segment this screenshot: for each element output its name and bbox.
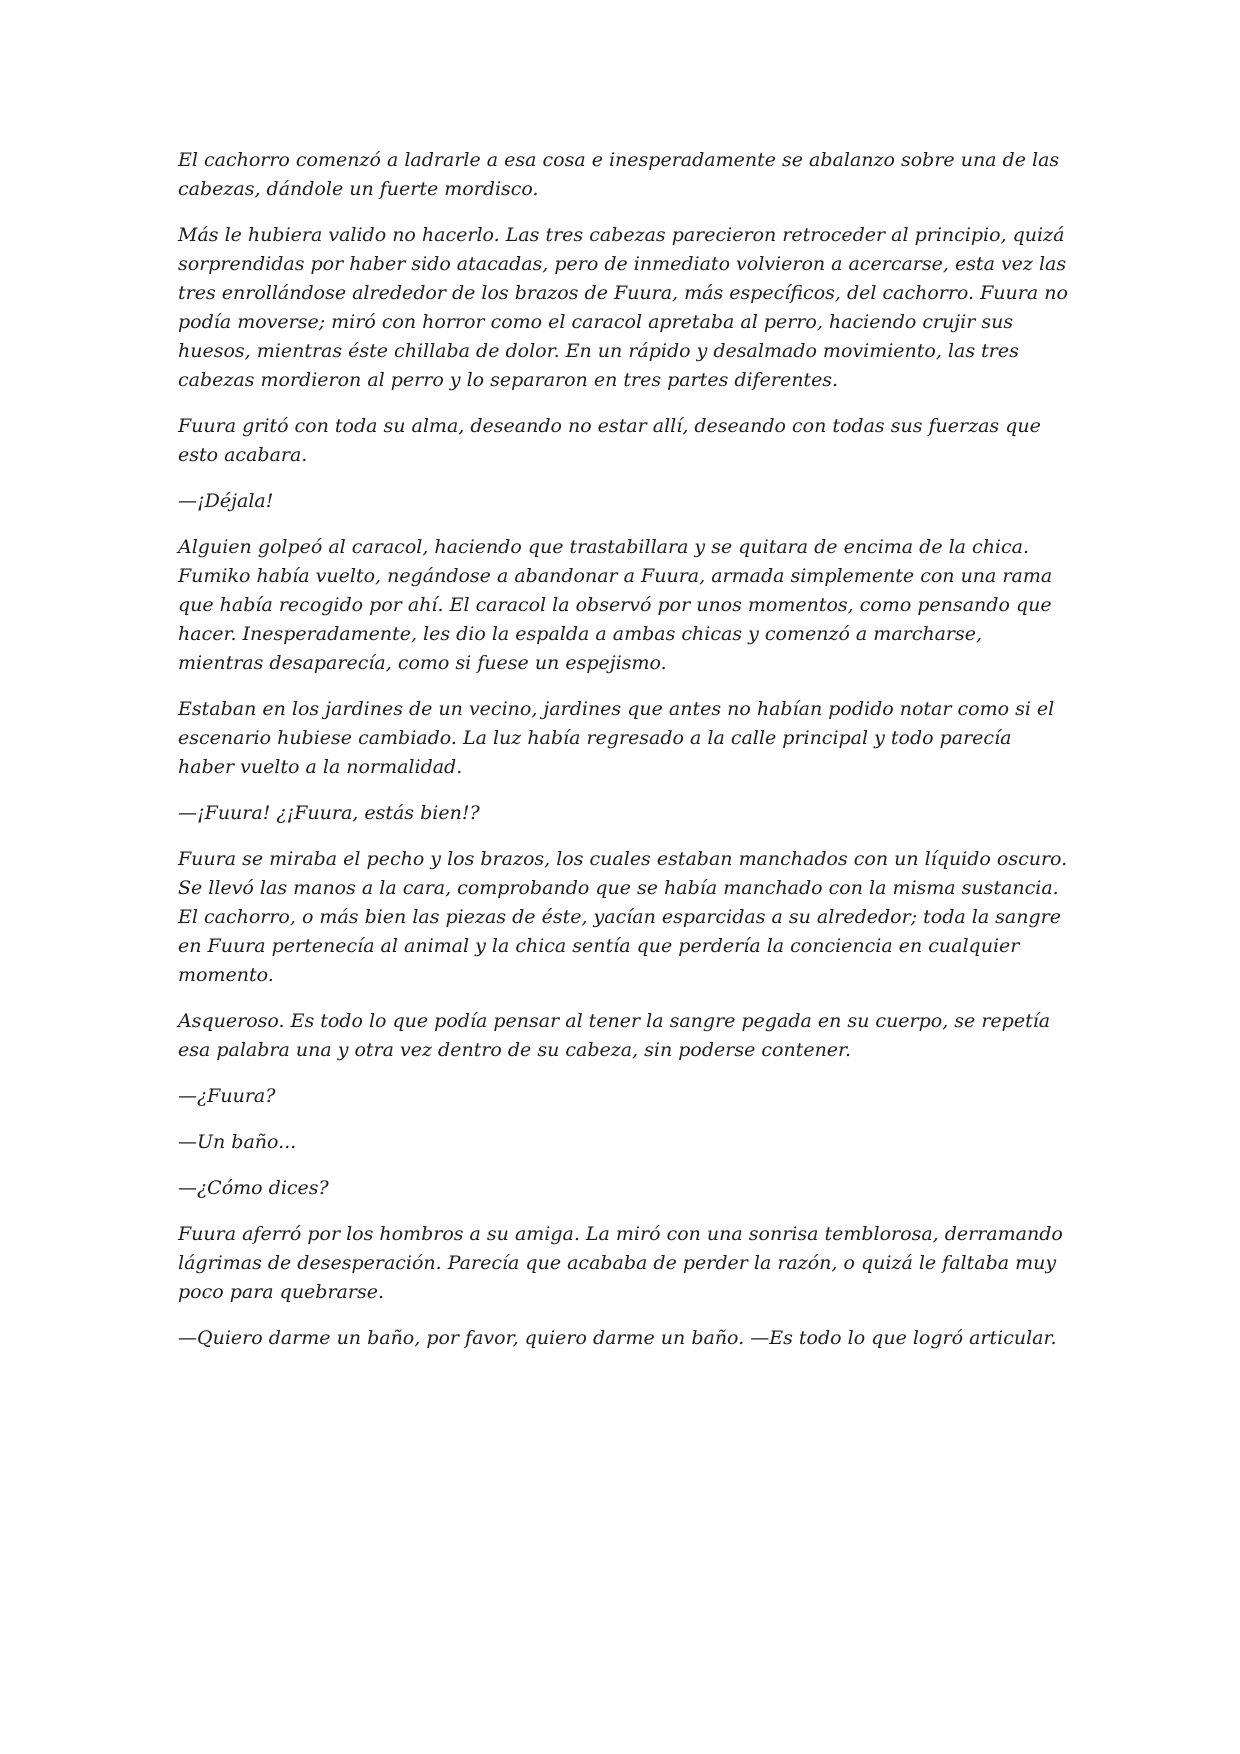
paragraph: Asqueroso. Es todo lo que podía pensar al tener la sangre pegada en su cuerpo, se repetía esa palabra una y otra vez dentro de su cabeza, sin poderse contener. — [178, 1010, 1051, 1061]
paragraph: Fuura gritó con toda su alma, deseando no estar allí, deseando con todas sus fuerzas que esto acabara. — [178, 415, 1041, 466]
dialogue-line: —¿Fuura? — [178, 1085, 276, 1107]
document-page — [178, 146, 1068, 1370]
paragraph: Estaban en los jardines de un vecino, jardines que antes no habían podido notar como si el escenario hubiese cambiado. La luz había regresado a la calle principal y todo parecía haber vuelto a la normalidad. — [178, 698, 1055, 778]
paragraph: Alguien golpeó al caracol, haciendo que trastabillara y se quitara de encima de la chica. Fumiko había vuelto, negándose a abandonar a Fuura, armada simplemente con una rama que había recogido por ahí. El caracol la observó por unos momentos, como pensando que hacer. Inesperadamente, les dio la espalda a ambas chicas y comenzó a marcharse, mientras desaparecía, como si fuese un espejismo. — [178, 536, 1053, 674]
dialogue-line: —¡Déjala! — [178, 490, 274, 512]
dialogue-line: —¿Cómo dices? — [178, 1177, 329, 1199]
paragraph: Fuura aferró por los hombros a su amiga. La miró con una sonrisa temblorosa, derramando lágrimas de desesperación. Parecía que acababa de perder la razón, o quizá le faltaba muy poco para quebrarse. — [178, 1223, 1063, 1303]
paragraph: Fuura se miraba el pecho y los brazos, los cuales estaban manchados con un líquido oscuro. Se llevó las manos a la cara, comprobando que se había manchado con la misma sustancia. El cachorro, o más bien las piezas de éste, yacían esparcidas a su alrededor; toda la sangre en Fuura pertenecía al animal y la chica sentía que perdería la conciencia en cualquier momento. — [178, 848, 1068, 986]
dialogue-line: —Quiero darme un baño, por favor, quiero darme un baño. —Es todo lo que logró articular. — [178, 1327, 1057, 1349]
dialogue-line: —Un baño... — [178, 1131, 297, 1153]
dialogue-line: —¡Fuura! ¿¡Fuura, estás bien!? — [178, 802, 480, 824]
paragraph: Más le hubiera valido no hacerlo. Las tres cabezas parecieron retroceder al principio, quizá sorprendidas por haber sido atacadas, pero de inmediato volvieron a acercarse, esta vez las tres enrollándose alrededor de los brazos de Fuura, más específicos, del cachorro. Fuura no podía moverse; miró con horror como el caracol apretaba al perro, haciendo crujir sus huesos, mientras éste chillaba de dolor. En un rápido y desalmado movimiento, las tres cabezas mordieron al perro y lo separaron en tres partes diferentes. — [178, 224, 1068, 391]
paragraph: El cachorro comenzó a ladrarle a esa cosa e inesperadamente se abalanzo sobre una de las cabezas, dándole un fuerte mordisco. — [178, 149, 1060, 200]
